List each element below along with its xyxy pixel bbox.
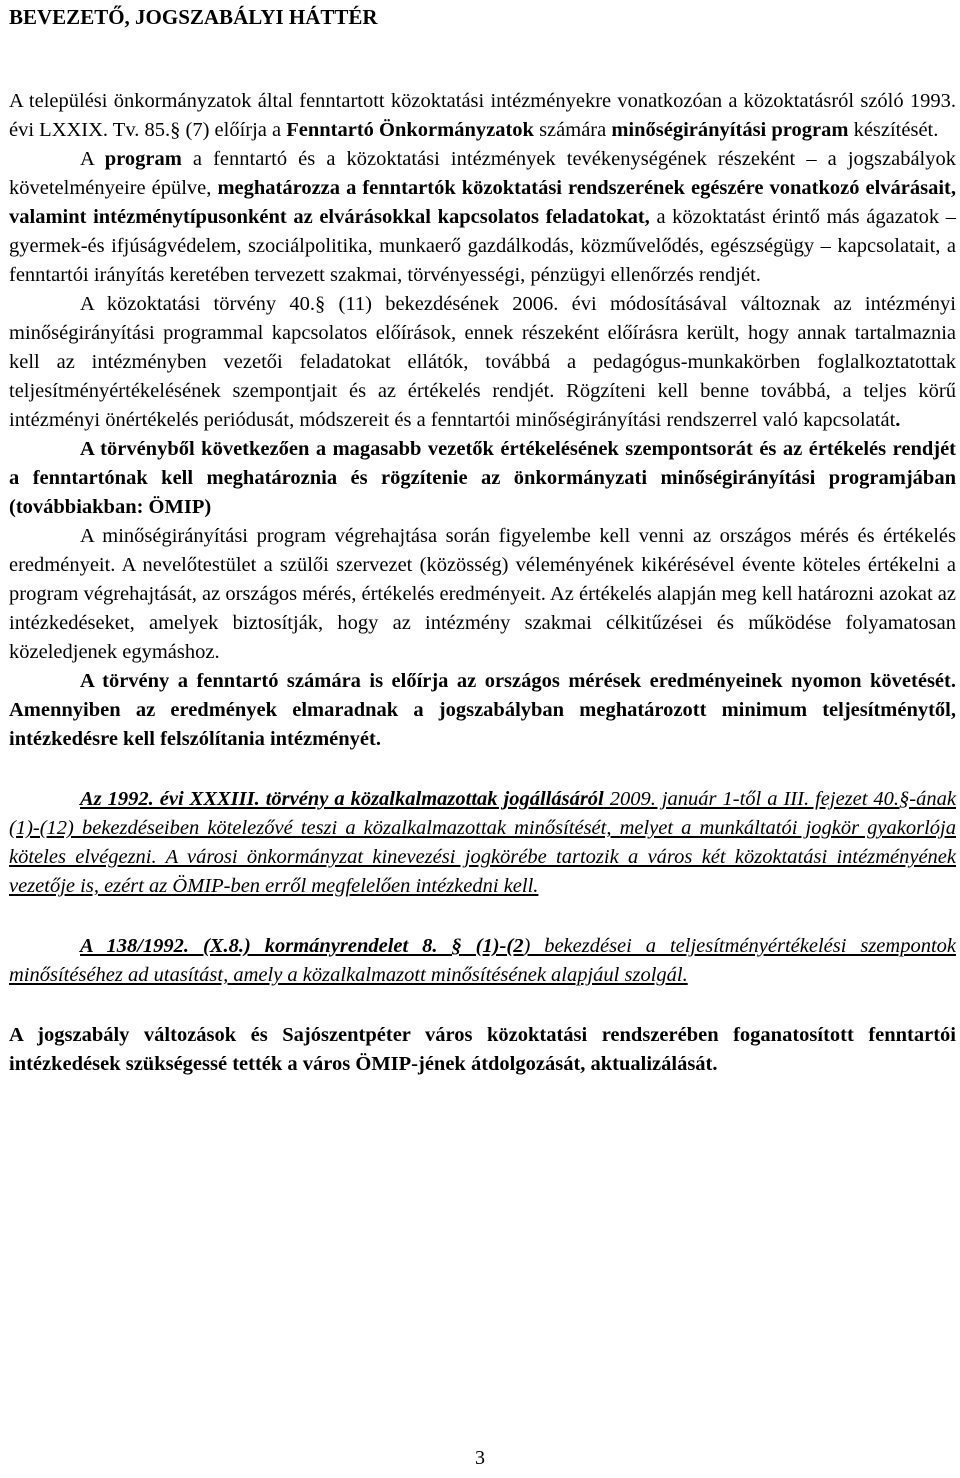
spacer <box>9 990 956 1021</box>
paragraph-civil-servants-law: Az 1992. évi XXXIII. törvény a közalkalmazottak jogállásáról 2009. január 1-től a III. fejezet 40.§-ának (1)-(12) bekezdéseiben kötelezővé teszi a közalkalmazottak minősítését, melyet a munkáltatói jogkör gyakorlója köteles elvégezni. A városi önkormányzat kinevezési jogkörébe tartozik a város két közoktatási intézményének vezetője is, ezért az ÖMIP-ben erről megfelelően intézkedni kell. <box>9 788 956 897</box>
spacer <box>9 754 956 785</box>
paragraph-conclusion: A jogszabály változások és Sajószentpéter város közoktatási rendszerében foganatosított fenntartói intézkedések szükségessé tették a város ÖMIP-jének átdolgozását, aktualizálását. <box>9 1024 956 1075</box>
paragraph-law-amendment: A közoktatási törvény 40.§ (11) bekezdésének 2006. évi módosításával változnak az intézményi minőségirányítási programmal kapcsolatos előírások, ennek részeként előírásra került, hogy annak tartalmaznia kell az intézményben vezetői feladatokat ellátók, továbbá a pedagógus-munkakörben foglalkoztatottak teljesítményértékelésének szempontjait és az értékelés rendjét. Rögzíteni kell benne továbbá, a teljes körű intézményi önértékelés periódusát, módszereit és a fenntartói minőségirányítási rendszerrel való kapcsolatát. <box>9 293 956 431</box>
document-body <box>9 3 956 1079</box>
paragraph-government-decree: A 138/1992. (X.8.) kormányrendelet 8. § (1)-(2) bekezdései a teljesítményértékelési szempontok minősítéséhez ad utasítást, amely a közalkalmazott minősítésének alapjául szolgál. <box>9 935 956 986</box>
paragraph-intro: A települési önkormányzatok által fenntartott közoktatási intézményekre vonatkozóan a közoktatásról szóló 1993. évi LXXIX. Tv. 85.§ (7) előírja a Fenntartó Önkormányzatok számára minőségirányítási program készítését. <box>9 90 956 141</box>
paragraph-maintainer-duty: A törvény a fenntartó számára is előírja az országos mérések eredményeinek nyomon követését. Amennyiben az eredmények elmaradnak a jogszabályban meghatározott minimum teljesítménytől, intézkedésre kell felszólítania intézményét. <box>9 670 956 750</box>
page-title: BEVEZETŐ, JOGSZABÁLYI HÁTTÉR <box>9 5 378 29</box>
paragraph-program: A program a fenntartó és a közoktatási intézmények tevékenységének részeként – a jogszabályok követelményeire épülve, meghatározza a fenntartók közoktatási rendszerének egészére vonatkozó elvárásait, valamint intézménytípusonként az elvárásokkal kapcsolatos feladatokat, a közoktatást érintő más ágazatok – gyermek-és ifjúságvédelem, szociálpolitika, munkaerő gazdálkodás, közművelődés, egészségügy – kapcsolatait, a fenntartói irányítás keretében tervezett szakmai, törvényességi, pénzügyi ellenőrzés rendjét. <box>9 148 957 286</box>
page-number: 3 <box>475 1447 485 1469</box>
spacer <box>9 31 956 87</box>
paragraph-omip-requirement: A törvényből következően a magasabb vezetők értékelésének szempontsorát és az értékelés rendjét a fenntartónak kell meghatároznia és rögzítenie az önkormányzati minőségirányítási programjában (továbbiakban: ÖMIP) <box>9 438 956 518</box>
spacer <box>9 901 956 932</box>
paragraph-evaluation: A minőségirányítási program végrehajtása során figyelembe kell venni az országos mérés és értékelés eredményeit. A nevelőtestület a szülői szervezet (közösség) véleményének kikérésével évente köteles értékelni a program végrehajtását, az országos mérés, értékelés eredményeit. Az értékelés alapján meg kell határozni azokat az intézkedéseket, amelyek biztosítják, hogy az intézmény szakmai célkitűzései és működése folyamatosan közeledjenek egymáshoz. <box>9 525 956 663</box>
